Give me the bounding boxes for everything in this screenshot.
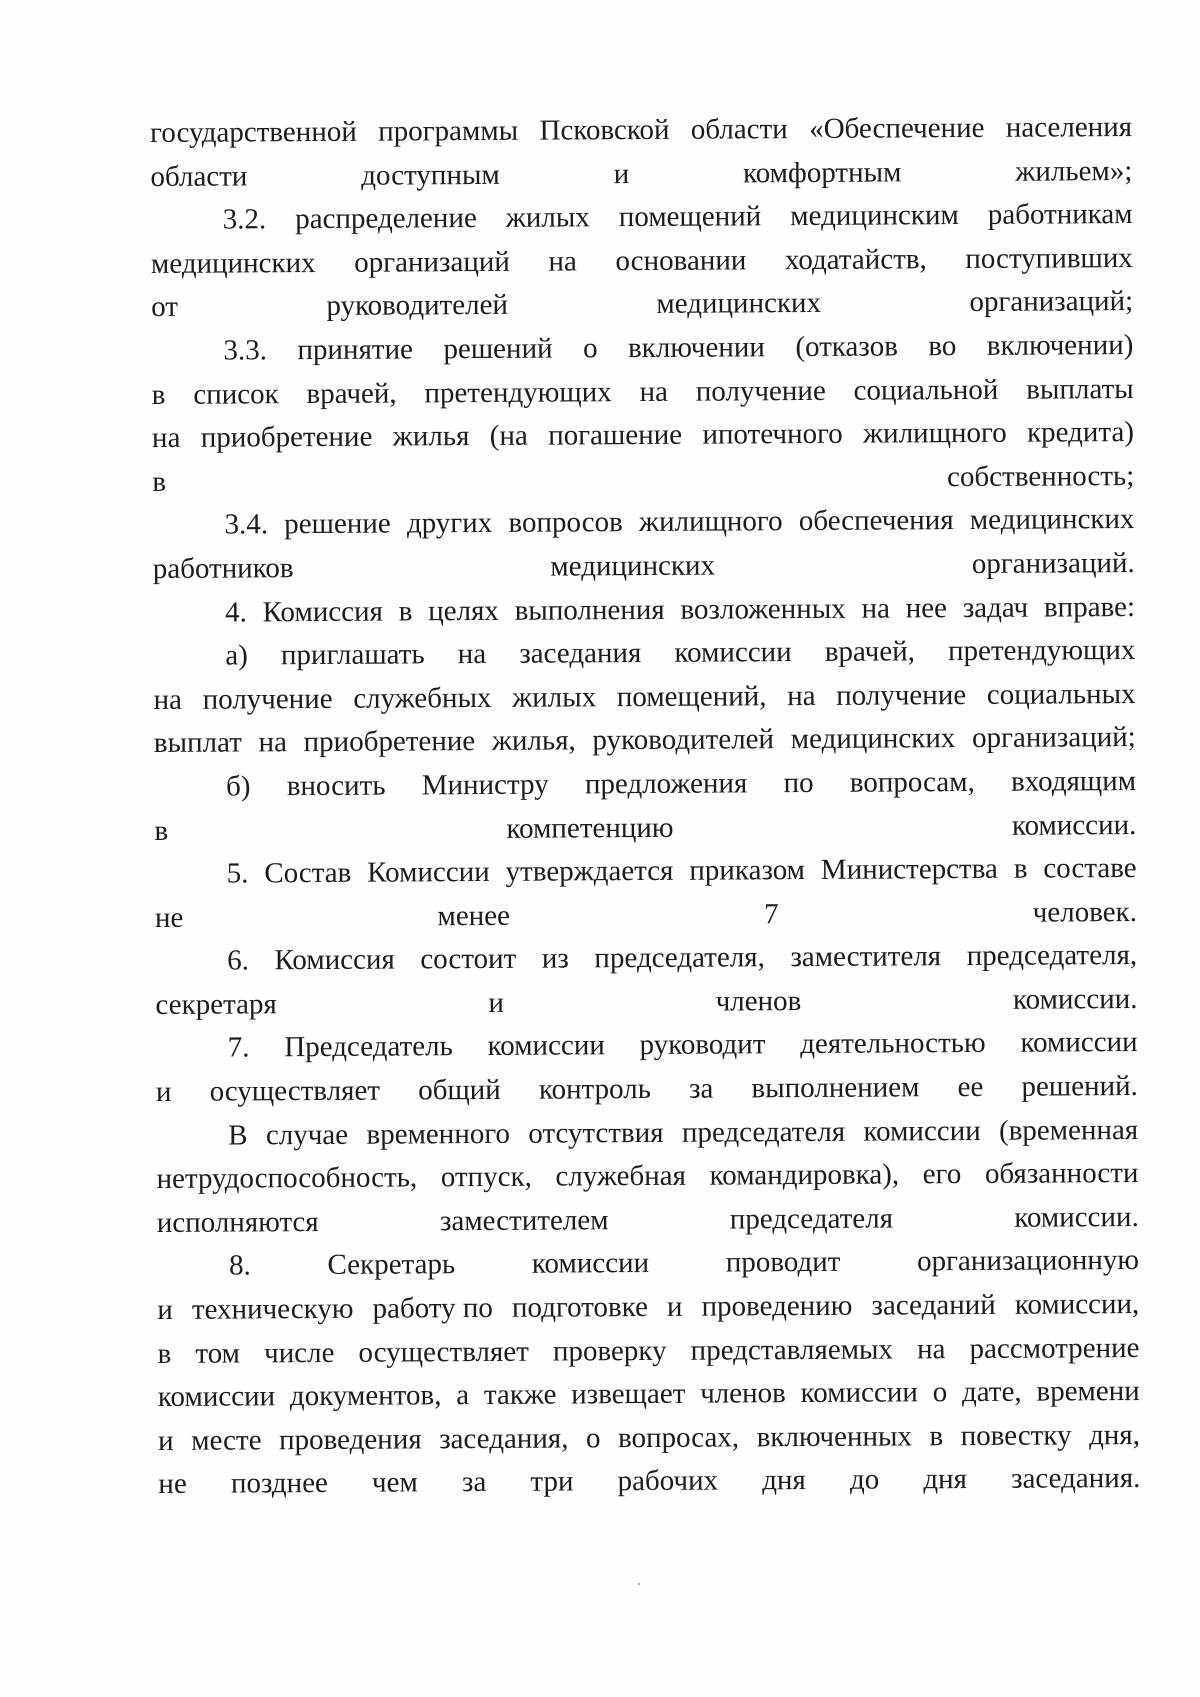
text-word: медицинских <box>790 722 956 756</box>
text-word: проведения <box>278 1423 422 1457</box>
text-word: жилищного <box>862 416 1007 450</box>
text-word: жилищного <box>638 505 783 539</box>
text-word: том <box>195 1337 241 1370</box>
text-word: организаций. <box>971 546 1135 580</box>
text-word: человек. <box>1032 895 1138 929</box>
text-word: жилых <box>512 681 597 714</box>
text-word: включении <box>627 331 765 365</box>
text-word: решений <box>443 332 553 366</box>
text-word: Комиссия <box>274 943 395 977</box>
text-line <box>153 629 1135 679</box>
text-word: а) <box>225 639 248 672</box>
text-word: работникам <box>987 198 1133 232</box>
text-line <box>156 1065 1138 1115</box>
scan-speck <box>638 1583 640 1585</box>
text-word: также <box>483 1378 557 1412</box>
text-word: погашение <box>548 418 683 452</box>
text-word: претендующих <box>947 634 1136 668</box>
text-word: основании <box>615 244 747 277</box>
text-word: чем <box>371 1466 418 1500</box>
text-word: исполняются <box>156 1205 319 1239</box>
text-word: Министру <box>421 768 549 802</box>
text-word: области <box>690 113 788 146</box>
text-word: решений. <box>1021 1070 1138 1103</box>
text-word: времени <box>1036 1375 1140 1408</box>
text-word: кредита) <box>1026 416 1135 449</box>
text-word: включенных <box>756 1420 913 1454</box>
text-word: случае <box>265 1118 349 1151</box>
text-word: 7 <box>764 897 779 930</box>
text-word: о <box>932 1376 948 1409</box>
text-word: жилья, <box>491 724 576 758</box>
text-line <box>152 498 1134 548</box>
text-word: собственность; <box>946 459 1135 493</box>
text-word: заместителем <box>439 1204 609 1238</box>
text-word: предложения <box>584 767 748 801</box>
text-word: контроль <box>538 1073 651 1106</box>
text-word: список <box>193 377 279 411</box>
text-word: о <box>582 332 598 365</box>
text-word: на <box>787 679 816 712</box>
text-word: других <box>406 507 493 540</box>
text-word: Комиссии <box>367 856 490 889</box>
text-word: выплаты <box>1026 372 1134 406</box>
text-word: комиссии <box>487 1029 605 1063</box>
text-word: повестку <box>960 1419 1072 1452</box>
text-word: извещает <box>571 1377 686 1411</box>
text-word: заседания, <box>439 1422 569 1456</box>
text-word: на <box>639 375 669 408</box>
text-word: Комиссия <box>262 595 384 628</box>
text-word: «Обеспечение <box>809 111 985 145</box>
text-line <box>157 1327 1139 1377</box>
text-word: комиссии. <box>1012 982 1138 1016</box>
text-line <box>152 411 1134 461</box>
text-word: б) <box>226 770 251 803</box>
text-word: поступивших <box>965 241 1133 275</box>
text-word: и <box>488 986 505 1019</box>
text-line <box>150 150 1132 200</box>
text-word: медицинских <box>550 549 716 583</box>
text-word: 7. <box>227 1031 250 1065</box>
text-word: государственной <box>150 115 357 149</box>
text-word: в <box>152 465 167 498</box>
text-word: медицинских <box>150 246 316 280</box>
text-word: и <box>666 1290 683 1323</box>
text-word: 5. <box>226 857 249 890</box>
text-word: представляемых <box>690 1333 894 1367</box>
text-word: включении) <box>986 328 1134 362</box>
text-word: отпуск, <box>440 1160 532 1194</box>
text-word: от <box>151 291 179 324</box>
text-word: за <box>688 1072 714 1105</box>
text-word: 3.2. <box>222 203 267 236</box>
text-word: доступным <box>361 158 500 192</box>
text-word: заседания <box>519 637 642 670</box>
text-word: выполнения <box>514 593 665 627</box>
text-word: и <box>613 157 630 190</box>
text-word: ее <box>957 1070 984 1104</box>
text-word: 6. <box>227 944 250 977</box>
text-word: обеспечения <box>798 504 954 538</box>
text-word: ипотечного <box>702 417 843 451</box>
text-line <box>155 847 1137 897</box>
text-line <box>155 891 1137 941</box>
text-line <box>151 324 1133 374</box>
text-word: возложенных <box>680 592 846 626</box>
text-word: не <box>154 901 184 934</box>
text-word: осуществляет <box>209 1074 381 1108</box>
text-word: комиссии <box>531 1247 650 1281</box>
text-line <box>152 455 1134 505</box>
text-word: вправе: <box>1043 590 1136 624</box>
text-word: работников <box>152 552 294 585</box>
text-word: социальной <box>853 373 999 407</box>
text-word: 3.3. <box>223 334 268 367</box>
text-word: из <box>541 942 569 975</box>
text-word: организаций; <box>971 721 1136 755</box>
text-word: жилых <box>505 201 590 235</box>
text-word: председателя, <box>594 941 765 975</box>
text-word: нее <box>905 591 948 624</box>
text-word: медицинских <box>656 287 822 321</box>
text-word: получение <box>202 682 333 716</box>
text-word: месте <box>191 1424 262 1457</box>
text-word: 3.4. <box>224 508 269 541</box>
text-word: работу по <box>372 1291 493 1325</box>
text-line <box>150 106 1132 156</box>
text-line <box>155 978 1137 1028</box>
text-word: Председатель <box>284 1030 453 1064</box>
text-line <box>151 280 1133 330</box>
text-word: проверку <box>552 1334 667 1368</box>
text-line <box>158 1457 1140 1507</box>
text-word: (отказов <box>795 330 898 364</box>
text-word: дате, <box>961 1375 1022 1409</box>
text-word: временного <box>366 1117 511 1151</box>
text-word: председателя, <box>966 939 1138 973</box>
text-word: документов, <box>289 1379 442 1413</box>
text-word: приглашать <box>280 638 425 672</box>
text-word: дня <box>762 1464 806 1497</box>
text-word: и <box>155 1075 172 1109</box>
text-word: целях <box>428 594 499 627</box>
text-word: приобретение <box>303 725 476 759</box>
text-word: комиссии <box>863 1114 981 1148</box>
text-word: вопросах, <box>617 1421 740 1454</box>
text-word: служебная <box>555 1159 687 1193</box>
text-word: в <box>154 814 169 847</box>
text-word: в <box>151 378 166 411</box>
text-word: вносить <box>286 769 386 803</box>
text-word: на <box>861 592 891 625</box>
text-word: комиссии <box>674 636 792 669</box>
text-line <box>156 1021 1138 1071</box>
text-word: дня, <box>1089 1418 1141 1452</box>
text-word: выполнением <box>751 1071 920 1105</box>
text-word: отсутствия <box>528 1116 664 1150</box>
text-line <box>154 803 1136 853</box>
text-line <box>157 1196 1139 1246</box>
text-word: комиссии. <box>1014 1200 1139 1234</box>
text-word: заместителя <box>790 940 942 974</box>
text-word: проведению <box>701 1289 853 1323</box>
text-line <box>158 1414 1140 1464</box>
text-word: за <box>461 1466 487 1499</box>
text-word: Министерства <box>820 852 998 887</box>
text-word: распределение <box>295 202 477 236</box>
text-word: медицинским <box>790 199 959 233</box>
text-word: деятельностью <box>800 1027 986 1061</box>
text-word: выплат <box>153 726 242 760</box>
text-word: решение <box>284 507 391 541</box>
text-word: на <box>457 638 487 671</box>
text-word: Псковской <box>539 113 670 147</box>
text-word: утверждается <box>505 854 674 888</box>
text-word: и <box>157 1293 173 1327</box>
text-word: во <box>928 330 957 363</box>
text-word: комиссии. <box>1011 808 1137 842</box>
text-word: 4. <box>224 595 247 629</box>
text-word: комиссии, <box>1014 1288 1140 1321</box>
text-word: претендующих <box>424 375 612 409</box>
text-word: заседания. <box>1010 1462 1141 1496</box>
text-word: приказом <box>689 854 806 887</box>
text-word: организаций <box>354 245 510 279</box>
text-word: помещений, <box>616 679 767 713</box>
text-word: техническую <box>191 1292 354 1326</box>
text-word: а <box>456 1379 470 1412</box>
text-word: ходатайств, <box>784 243 927 276</box>
text-word: помещений <box>618 200 762 234</box>
text-word: (на <box>489 419 528 453</box>
text-word: не <box>158 1468 187 1501</box>
text-word: входящим <box>1010 764 1137 798</box>
document-body-text <box>150 106 1141 1507</box>
text-line <box>152 368 1134 418</box>
text-word: на <box>548 245 577 278</box>
text-word: осуществляет <box>358 1335 529 1369</box>
text-word: составе <box>1043 852 1137 885</box>
text-word: заседаний <box>871 1288 996 1322</box>
text-line <box>157 1283 1139 1333</box>
text-word: три <box>530 1465 574 1499</box>
text-word: членов <box>700 1377 786 1410</box>
text-word: нетрудоспособность, <box>156 1161 418 1196</box>
text-word: врачей, <box>306 377 397 410</box>
text-word: Состав <box>264 856 352 890</box>
text-word: председателя <box>729 1202 894 1236</box>
text-word: программы <box>378 114 519 148</box>
text-word: области <box>150 160 248 193</box>
text-word: приобретение <box>200 420 373 454</box>
text-word: (временная <box>998 1113 1139 1147</box>
text-line <box>158 1370 1140 1420</box>
text-word: руководителей <box>592 723 775 757</box>
text-word: руководителей <box>326 289 509 323</box>
text-word: позднее <box>230 1467 328 1500</box>
text-line <box>154 760 1136 810</box>
text-word: организаций; <box>969 285 1134 319</box>
text-word: обязанности <box>984 1157 1139 1191</box>
text-word: служебных <box>353 681 492 715</box>
text-line <box>153 586 1135 636</box>
text-word: В <box>228 1119 248 1152</box>
text-line <box>156 1152 1138 1202</box>
text-line <box>151 237 1133 287</box>
text-line <box>153 542 1135 592</box>
text-word: получение <box>836 678 967 712</box>
text-word: состоит <box>420 943 517 976</box>
text-line <box>151 193 1133 243</box>
text-word: числе <box>263 1336 335 1369</box>
text-word: проводит <box>725 1246 841 1279</box>
text-word: комфортным <box>742 156 902 189</box>
text-word: рабочих <box>617 1464 719 1498</box>
text-word: в <box>157 1337 172 1370</box>
text-word: председателя <box>681 1115 846 1149</box>
text-word: по <box>783 766 814 800</box>
text-word: задач <box>962 591 1029 624</box>
text-word: получение <box>695 374 826 408</box>
text-word: его <box>922 1158 962 1191</box>
text-word: комиссии <box>1020 1026 1138 1060</box>
text-line <box>154 716 1136 766</box>
text-word: о <box>585 1422 601 1455</box>
text-word: до <box>849 1463 880 1497</box>
text-word: 8. <box>228 1249 251 1282</box>
text-word: членов <box>715 984 802 1018</box>
text-word: вопросов <box>508 506 623 540</box>
text-word: и <box>158 1424 174 1457</box>
text-word: командировка), <box>709 1158 900 1192</box>
text-word: комиссии <box>157 1380 276 1414</box>
text-line <box>157 1239 1139 1289</box>
text-word: компетенцию <box>506 811 674 845</box>
text-word: подготовке <box>511 1291 649 1324</box>
text-word: в <box>398 594 413 628</box>
text-word: Секретарь <box>327 1248 456 1282</box>
text-word: вопросам, <box>849 765 975 799</box>
text-word: медицинских <box>969 503 1135 537</box>
text-word: жильем»; <box>1015 154 1133 188</box>
text-word: населения <box>1005 111 1133 144</box>
text-word: комиссии <box>800 1376 918 1410</box>
text-word: в <box>1013 852 1028 885</box>
text-word: организационную <box>917 1244 1140 1278</box>
text-word: рассмотрение <box>969 1331 1140 1365</box>
text-line <box>153 673 1135 723</box>
text-word: общий <box>418 1073 501 1107</box>
text-word: жилья <box>392 420 470 453</box>
text-word: на <box>151 421 181 455</box>
text-word: секретаря <box>155 988 277 1021</box>
text-word: на <box>153 683 183 716</box>
text-word: в <box>929 1419 944 1453</box>
text-word: руководит <box>639 1028 766 1062</box>
text-line <box>156 1109 1138 1159</box>
text-word: менее <box>437 899 511 932</box>
text-word: социальных <box>986 677 1136 711</box>
text-word: на <box>916 1332 946 1365</box>
text-word: на <box>258 726 288 759</box>
text-word: врачей, <box>824 635 916 669</box>
text-line <box>155 934 1137 984</box>
text-word: дня <box>923 1463 968 1496</box>
text-word: принятие <box>297 333 414 367</box>
